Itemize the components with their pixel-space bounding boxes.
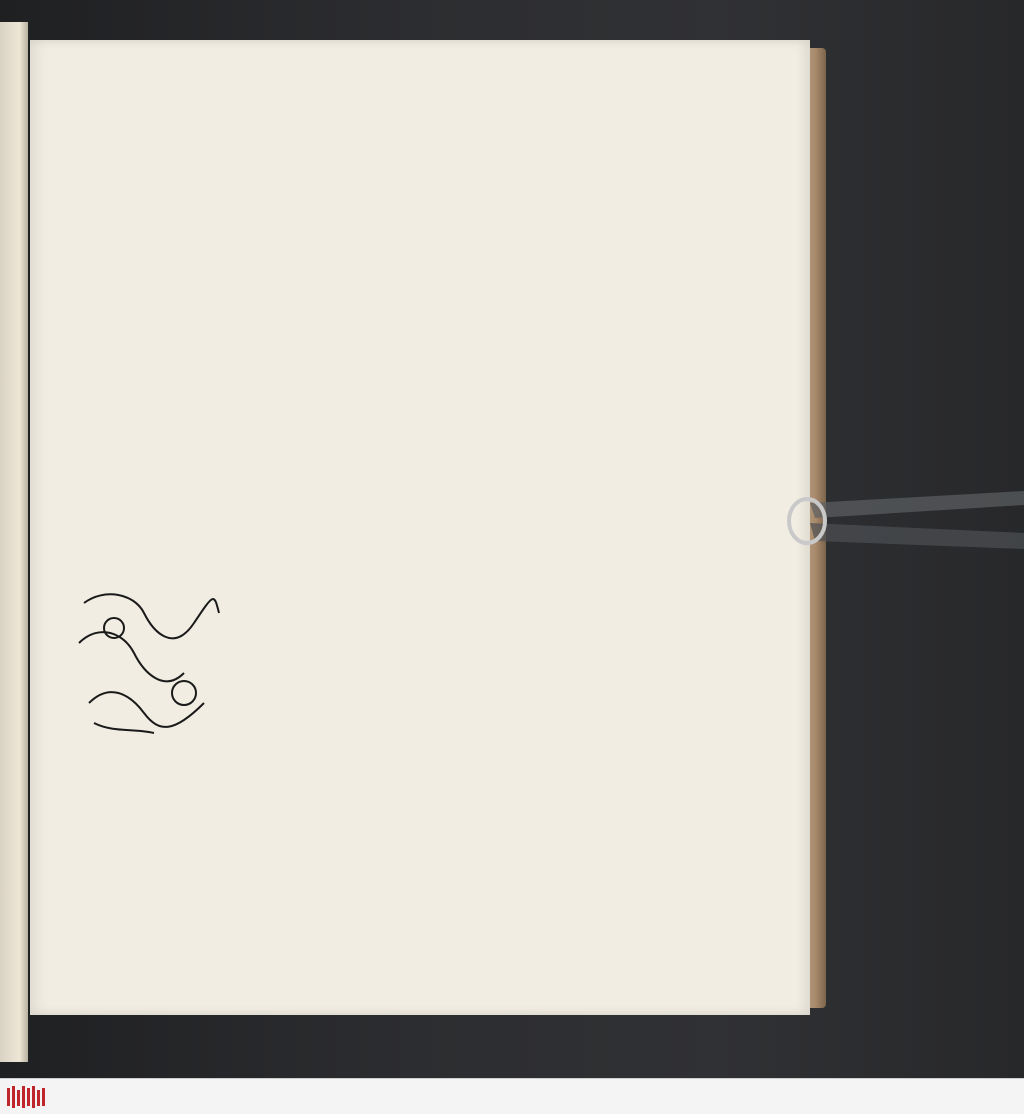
facing-page-edge xyxy=(0,22,28,1062)
footer-bar xyxy=(0,1078,1024,1114)
bookmark-ribbon-icon xyxy=(785,483,1024,563)
book-page xyxy=(30,40,810,1015)
initial-ornament-icon xyxy=(74,583,224,739)
decorated-initial xyxy=(74,583,224,739)
hab-logo-icon xyxy=(6,1084,46,1110)
